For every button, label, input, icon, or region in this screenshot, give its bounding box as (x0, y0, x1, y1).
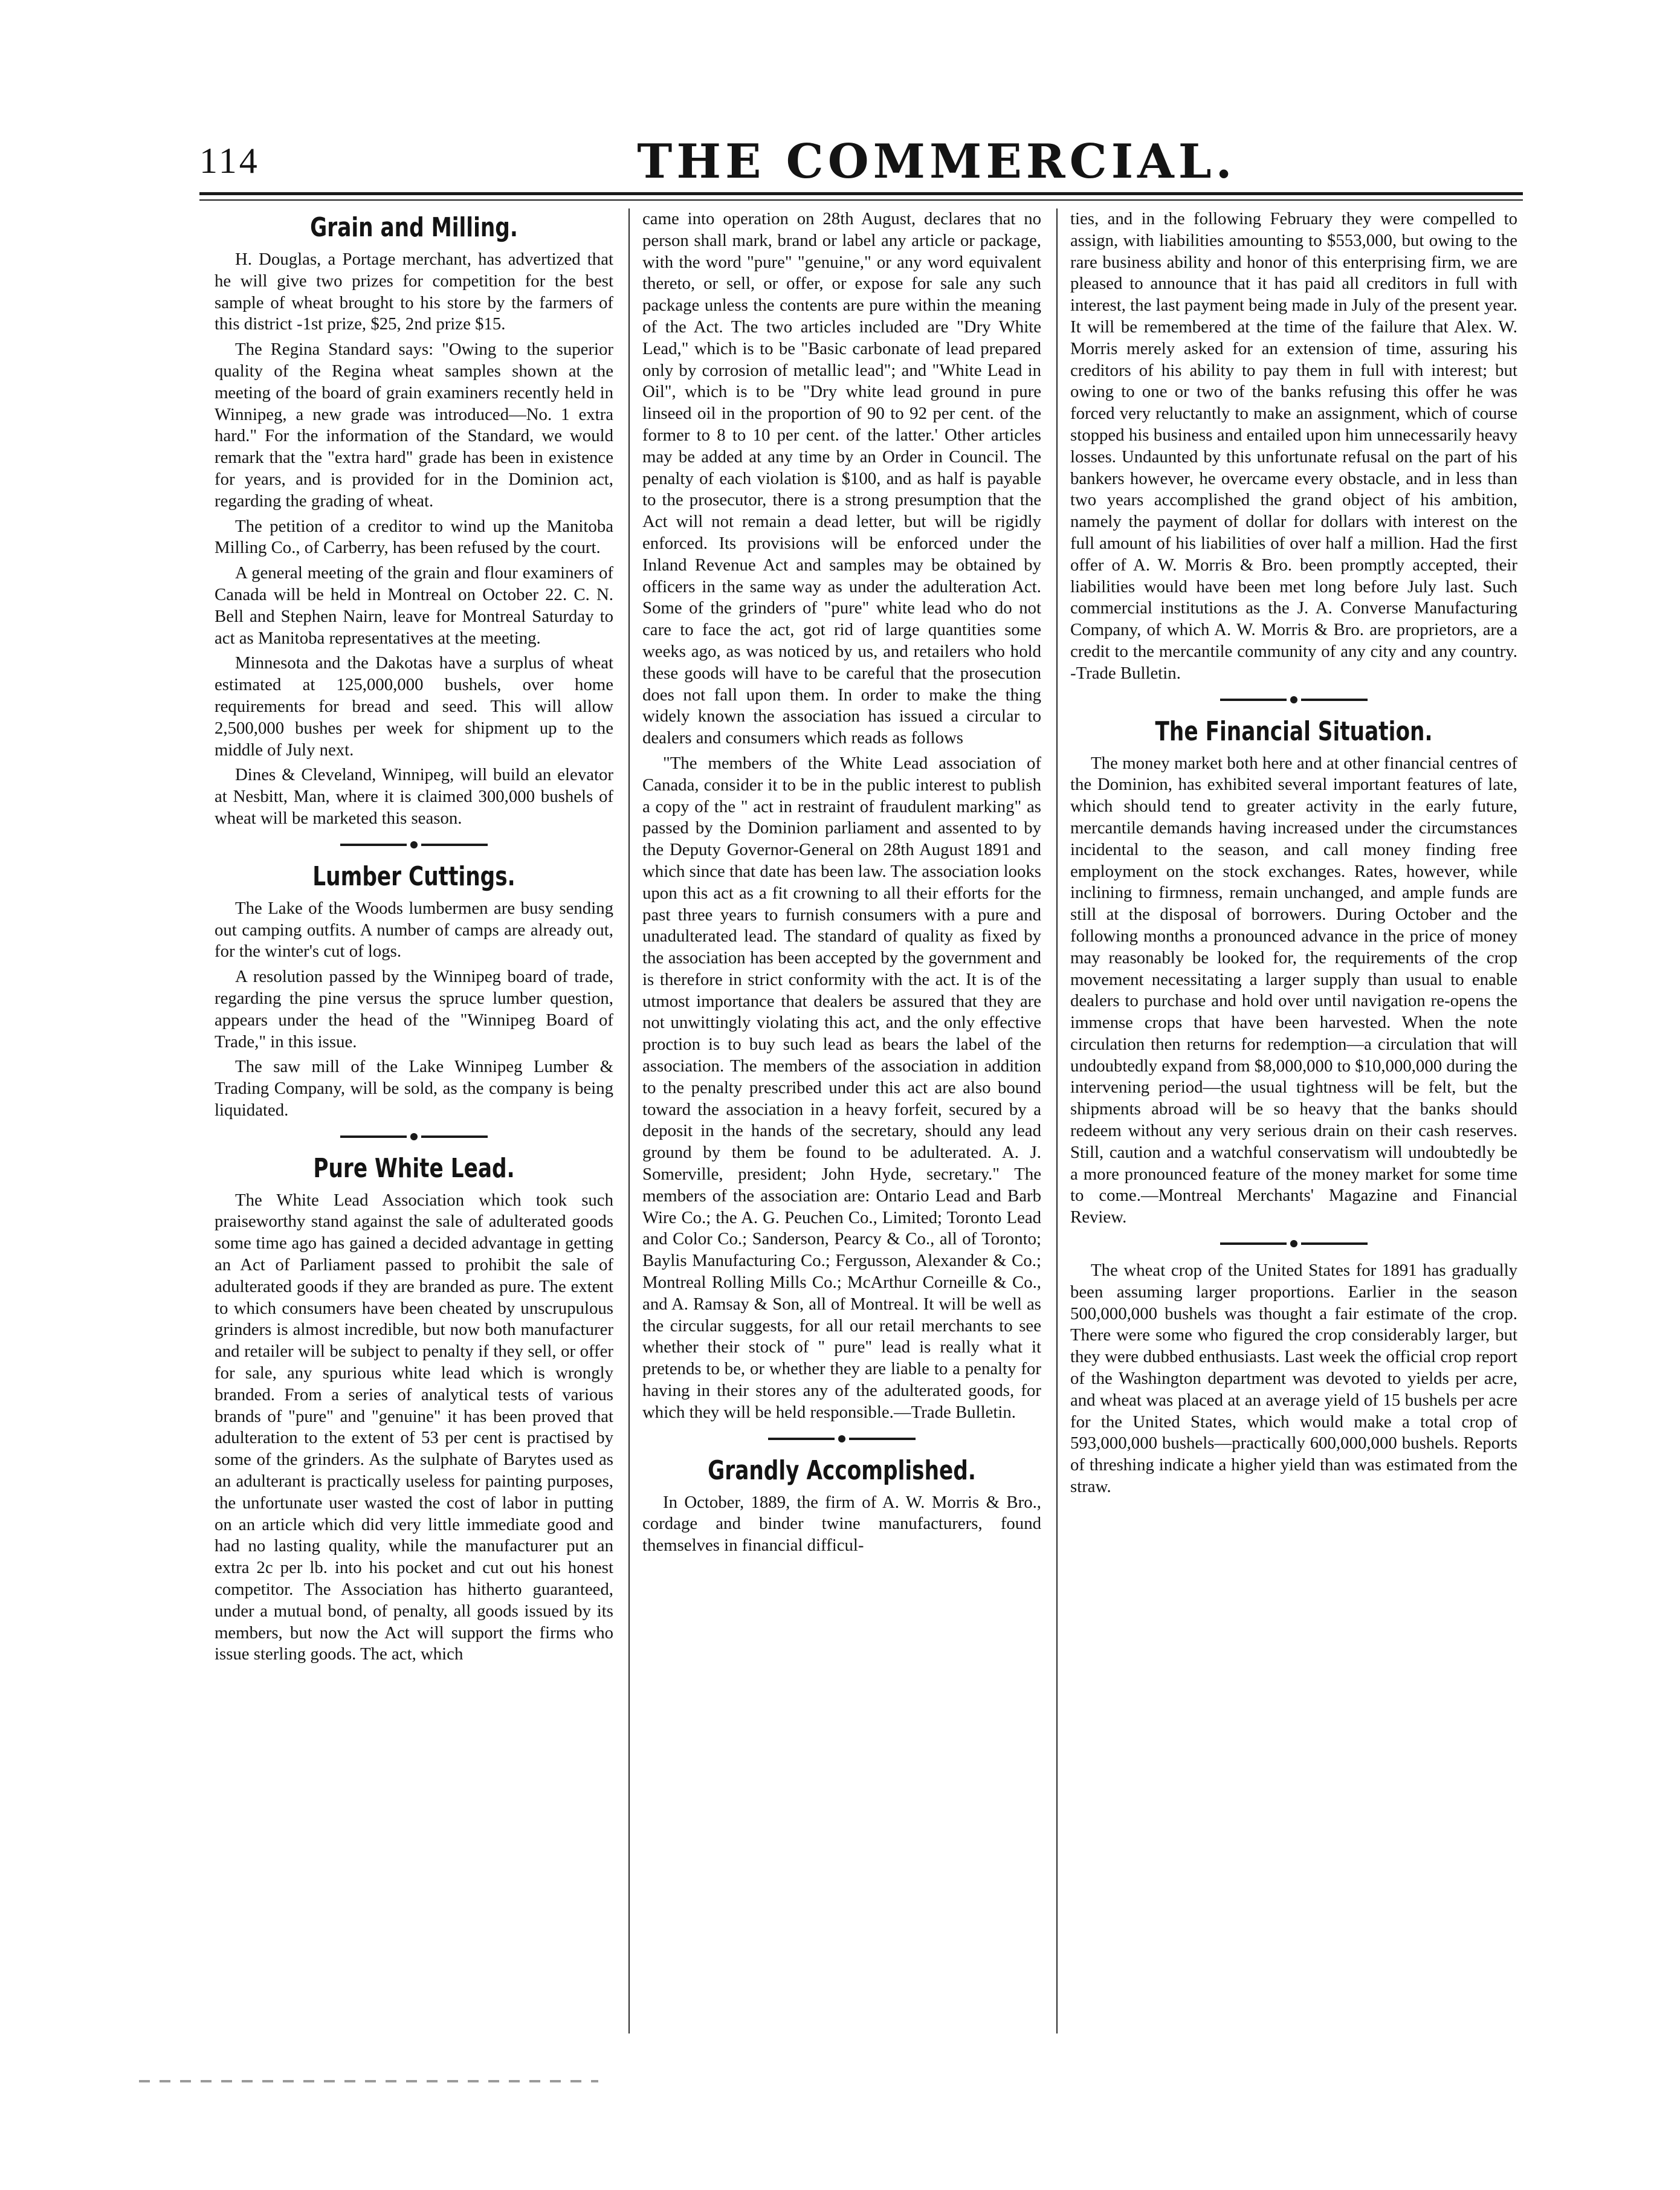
section-divider (215, 1128, 613, 1146)
article-paragraph: H. Douglas, a Portage merchant, has advertized that he will give two prizes for competition for the best sample of wheat brought to his store by the farmers of this district -1st prize, $25, 2nd prize $15. (215, 250, 613, 334)
section-divider (642, 1430, 1041, 1448)
article-paragraph: "The members of the White Lead association of Canada, consider it to be in the public interest to publish a copy of the " act in restraint of fraudulent marking" as passed by the Dominion parliament and assented to by the Deputy Governor-General on 28th August 1891 and which since that date has been law. The association looks upon this act as a fit crowning to all their efforts for the past three years to furnish consumers with a pure and unadulterated lead. The standard of quality as fixed by the association has been accepted by the government and is therefore in strict conformity with the act. It is of the utmost importance that dealers be assured that they are not unwittingly violating this act, and the only effective proction is to buy such lead as bears the label of the association. The members of the association in addition to the penalty prescribed under this act are also bound toward the association in a heavy forfeit, secured by a deposit in the hands of the secretary, should any lead ground by them be found to be adulterated. A. J. Somerville, president; John Hyde, secretary." The members of the association are: Ontario Lead and Barb Wire Co.; the A. G. Peuchen Co., Limited; Toronto Lead and Color Co.; Sanderson, Pearcy & Co., all of Toronto; Baylis Manufacturing Co.; Fergusson, Alexander & Co.; Montreal Rolling Mills Co.; McArthur Corneille & Co., and A. Ramsay & Son, all of Montreal. It will be well as the circular suggests, for all our retail merchants to see whether their stock of " pure" lead is really what it pretends to be, or whether they are liable to a penalty for having in their stores any of the adulterated goods, for which they will be held responsible.—Trade Bulletin. (642, 753, 1041, 1422)
column-left (215, 208, 613, 2021)
column-rule-right (1056, 208, 1058, 2033)
section-heading-grandly: Grandly Accomplished. (708, 1455, 976, 1486)
article-paragraph: ties, and in the following February they were compelled to assign, with liabilities amounting to $553,000, but owing to the rare business ability and honor of this enterprising firm, we are pleased to announce that it has paid all creditors in full with interest, the last payment being made in July of the present year. It will be remembered at the time of the failure that Alex. W. Morris merely asked for an extension of time, assuring his creditors of his ability to pay them in full with interest; but owing to one or two of the banks refusing this offer he was forced very reluctantly to make an assignment, which of course stopped his business and entailed upon him unnecessarily heavy losses. Undaunted by this unfortunate refusal on the part of his bankers however, he overcame every obstacle, and in less than two years accomplished the grand object of his ambition, namely the payment of dollar for dollars with interest on the full amount of his liabilities of over half a million. Had the first offer of A. W. Morris & Bro. been promptly accepted, their liabilities would have been met long before July last. Such commercial institutions as the J. A. Converse Manufacturing Company, of which A. W. Morris & Bro. are proprietors, are a credit to the mercantile community of any city and any country. -Trade Bulletin. (1070, 209, 1517, 683)
article-paragraph: The saw mill of the Lake Winnipeg Lumber & Trading Company, will be sold, as the company is being liquidated. (215, 1057, 613, 1120)
column-right (1070, 208, 1517, 2021)
section-heading-financial: The Financial Situation. (1155, 715, 1433, 747)
section-heading-white-lead: Pure White Lead. (313, 1152, 515, 1184)
masthead-title: THE COMMERCIAL. (637, 134, 1236, 189)
article-paragraph: The Regina Standard says: "Owing to the superior quality of the Regina wheat samples shown at the meeting of the board of grain examiners recently held in Winnipeg, a new grade was introduced—No. 1 extra hard." For the information of the Standard, we would remark that the "extra hard" grade has been in existence for years, and is provided for in the Dominion act, regarding the grading of wheat. (215, 340, 613, 511)
article-paragraph: The Lake of the Woods lumbermen are busy sending out camping outfits. A number of camps are already out, for the winter's cut of logs. (215, 898, 613, 961)
article-paragraph: came into operation on 28th August, declares that no person shall mark, brand or label any article or package, with the word "pure" "genuine," or any word equivalent thereto, or sell, or offer, or expose for sale any such package unless the contents are pure within the meaning of the Act. The two articles included are "Dry White Lead," which is to be "Basic carbonate of lead prepared only by corrosion of metallic lead"; and "White Lead in Oil", which is to be "Dry white lead ground in pure linseed oil in the proportion of 90 to 92 per cent. of the former to 8 to 10 per cent. of the latter.' Other articles may be added at any time by an Order in Council. The penalty of each violation is $100, and as half is payable to the prosecutor, there is a strong presumption that the Act will not remain a dead letter, but will be rigidly enforced. Its provisions will be enforced under the Inland Revenue Act and samples may be obtained by officers in the same way as under the adulteration Act. Some of the grinders of "pure" white lead who do not care to face the act, got rid of large quantities some weeks ago, as was noticed by us, and retailers who hold these goods will have to be careful that the prosecution does not fall upon them. In order to make the thing widely known the association has issued a circular to dealers and consumers which reads as follows (642, 209, 1041, 748)
article-paragraph: The White Lead Association which took such praiseworthy stand against the sale of adulterated goods some time ago has gained a decided advantage in getting an Act of Parliament passed to prohibit the sale of adulterated goods if they are branded as pure. The extent to which consumers have been cheated by unscrupulous grinders is almost incredible, but now both manufacturer and retailer will be subject to penalty if they sell, or offer for sale, any spurious white lead which is wrongly branded. From a series of analytical tests of various brands of "pure" and "genuine" it has been proved that adulteration to the extent of 53 per cent is practised by some of the grinders. As the sulphate of Barytes used as an adulterant is practically useless for painting purposes, the unfortunate user wasted the cost of labor in putting on an article which did very little immediate good and had no lasting quality, while the manufacturer put an extra 2c per lb. into his pocket and cut out his honest competitor. The Association has hitherto guaranteed, under a mutual bond, of penalty, all goods issued by its members, but now the Act will support the firms who issue sterling goods. The act, which (215, 1190, 613, 1664)
page-number: 114 (199, 141, 260, 181)
section-heading-grain: Grain and Milling. (310, 212, 518, 243)
article-paragraph: The petition of a creditor to wind up the Manitoba Milling Co., of Carberry, has been refused by the court. (215, 516, 613, 558)
column-middle (642, 208, 1041, 2021)
article-paragraph: A resolution passed by the Winnipeg board of trade, regarding the pine versus the spruce lumber question, appears under the head of the "Winnipeg Board of Trade," in this issue. (215, 967, 613, 1051)
section-heading-lumber: Lumber Cuttings. (312, 861, 515, 892)
section-divider (1070, 691, 1517, 709)
article-paragraph: A general meeting of the grain and flour examiners of Canada will be held in Montreal on October 22. C. N. Bell and Stephen Nairn, leave for Montreal Saturday to act as Manitoba representatives at the meeting. (215, 563, 613, 648)
section-divider (1070, 1235, 1517, 1253)
article-paragraph: The wheat crop of the United States for 1891 has gradually been assuming larger proportions. Earlier in the season 500,000,000 bushels was thought a fair estimate of the crop. There were some who figured the crop considerably larger, but they were dubbed enthusiasts. Last week the official crop report of the Washington department was devoted to yields per acre, and wheat was placed at an average yield of 15 bushels per acre for the United States, which would make a total crop of 593,000,000 bushels—practically 600,000,000 bushels. Reports of threshing indicate a higher yield than was estimated from the straw. (1070, 1261, 1517, 1497)
article-paragraph: The money market both here and at other financial centres of the Dominion, has exhibited several important features of late, which should tend to greater activity in the early future, mercantile demands having increased under the circumstances incidental to the season, and call money finding free employment on the stock exchanges. Rates, however, while inclining to firmness, remain unchanged, and ample funds are still at the disposal of borrowers. During October and the following months a pronounced advance in the price of money may reasonably be looked for, the requirements of the crop movement necessitating a larger supply than usual to enable dealers to purchase and hold over until navigation re-opens the immense crops that have been harvested. When the note circulation then returns for redemption—a circulation that will undoubtedly expand from $8,000,000 to $10,000,000 during the intervening period—the usual tightness will be felt, but the shipments abroad will be so heavy that the banks should redeem without any very serious drain on their cash reserves. Still, caution and a watchful conservatism will undoubtedly be a more pronounced feature of the money market for some time to come.—Montreal Merchants' Magazine and Financial Review. (1070, 753, 1517, 1227)
masthead-rule-thick (199, 192, 1523, 195)
article-paragraph: Minnesota and the Dakotas have a surplus of wheat estimated at 125,000,000 bushels, over home requirements for bread and seed. This will allow 2,500,000 bushes per week for shipment up to the middle of July next. (215, 653, 613, 760)
masthead-rule-thin (199, 199, 1523, 201)
article-paragraph: Dines & Cleveland, Winnipeg, will build an elevator at Nesbitt, Man, where it is claimed 300,000 bushels of wheat will be marketed this season. (215, 765, 613, 828)
column-rule-left (628, 208, 630, 2033)
article-paragraph: In October, 1889, the firm of A. W. Morris & Bro., cordage and binder twine manufacturers, found themselves in financial difficul- (642, 1492, 1041, 1555)
print-smudge (139, 2080, 598, 2082)
section-divider (215, 836, 613, 854)
